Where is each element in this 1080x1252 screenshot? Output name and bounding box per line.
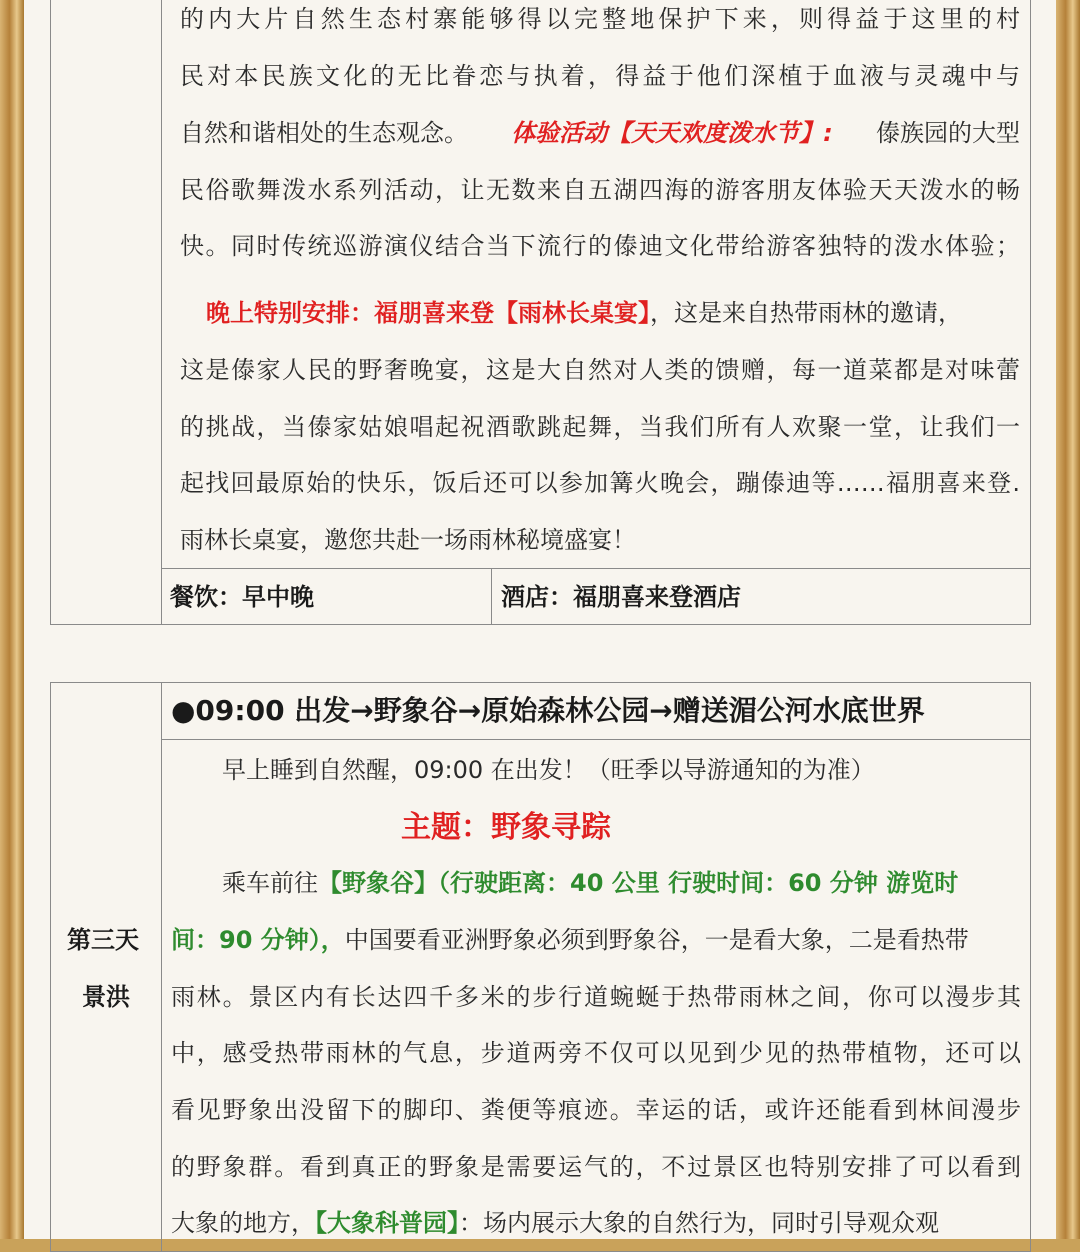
day3-p2-post: 中国要看亚洲野象必须到野象谷，一是看大象，二是看热带	[344, 926, 969, 954]
day3-body-line: 的野象群。看到真正的野象是需要运气的，不过景区也特别安排了可以看到	[171, 1153, 1021, 1181]
day2-desc-line-activity	[180, 118, 1020, 148]
day2-desc-line: 的内大片自然生态村寨能够得以完整地保护下来，则得益于这里的村	[180, 5, 1020, 33]
day3-theme: 主题：野象寻踪	[401, 810, 611, 845]
day3-label-cell	[50, 682, 162, 1252]
itinerary-page	[24, 0, 1056, 1239]
day3-route: ●09:00 出发→野象谷→原始森林公园→赠送湄公河水底世界	[171, 694, 925, 727]
visit-time-info: 间：90 分钟），	[171, 926, 345, 954]
day3-last-line	[171, 1208, 939, 1238]
evening-desc-line: 雨林长桌宴，邀您共赴一场雨林秘境盛宴！	[180, 526, 636, 554]
day3-day-label: 第三天	[67, 926, 139, 954]
day3-last-post: ：场内展示大象的自然行为，同时引导观众观	[459, 1209, 939, 1237]
day3-last-pre: 大象的地方，	[171, 1209, 315, 1237]
day3-para-line2	[171, 925, 969, 955]
day3-p1-pre: 乘车前往	[222, 869, 318, 897]
day2-line3-post: 傣族园的大型	[875, 119, 1020, 147]
day3-para-line1	[222, 868, 958, 898]
evening-desc-line: 起找回最原始的快乐，饭后还可以参加篝火晚会，蹦傣迪等……福朋喜来登.	[180, 469, 1020, 497]
day2-desc-line: 快。同时传统巡游演仪结合当下流行的傣迪文化带给游客独特的泼水体验；	[180, 232, 1020, 260]
day3-body-line: 雨林。景区内有长达四千多米的步行道蜿蜒于热带雨林之间，你可以漫步其	[171, 983, 1021, 1011]
evening-line	[206, 298, 962, 328]
day3-wake-line: 早上睡到自然醒，09:00 在出发！（旺季以导游通知的为准）	[222, 756, 875, 784]
meals-label: 餐饮：早中晚	[170, 583, 314, 611]
wild-elephant-valley-info: 【野象谷】（行驶距离：40 公里 行驶时间：60 分钟 游览时	[318, 869, 959, 897]
day2-label-cell	[50, 0, 162, 625]
day2-line3-pre: 自然和谐相处的生态观念。	[180, 119, 468, 147]
evening-desc-line: 的挑战，当傣家姑娘唱起祝酒歌跳起舞，当我们所有人欢聚一堂，让我们一	[180, 413, 1020, 441]
elephant-science-park: 【大象科普园】	[315, 1209, 459, 1237]
evening-text: ，这是来自热带雨林的邀请，	[650, 299, 962, 327]
left-gold-border	[0, 0, 24, 1239]
day3-body-line: 看见野象出没留下的脚印、粪便等痕迹。幸运的话，或许还能看到林间漫步	[171, 1096, 1021, 1124]
evening-desc-line: 这是傣家人民的野奢晚宴，这是大自然对人类的馈赠，每一道菜都是对味蕾	[180, 356, 1020, 384]
right-gold-border	[1056, 0, 1080, 1239]
evening-special-label: 晚上特别安排：福朋喜来登【雨林长桌宴】	[206, 299, 650, 327]
day2-desc-line: 民对本民族文化的无比眷恋与执着，得益于他们深植于血液与灵魂中与	[180, 62, 1020, 90]
day2-desc-line: 民俗歌舞泼水系列活动，让无数来自五湖四海的游客朋友体验天天泼水的畅	[180, 176, 1020, 204]
hotel-label: 酒店：福朋喜来登酒店	[501, 583, 741, 611]
day3-city-label: 景洪	[82, 983, 130, 1011]
activity-highlight: 体验活动【天天欢度泼水节】:	[511, 119, 833, 147]
day3-body-line: 中，感受热带雨林的气息，步道两旁不仅可以见到少见的热带植物，还可以	[171, 1039, 1021, 1067]
